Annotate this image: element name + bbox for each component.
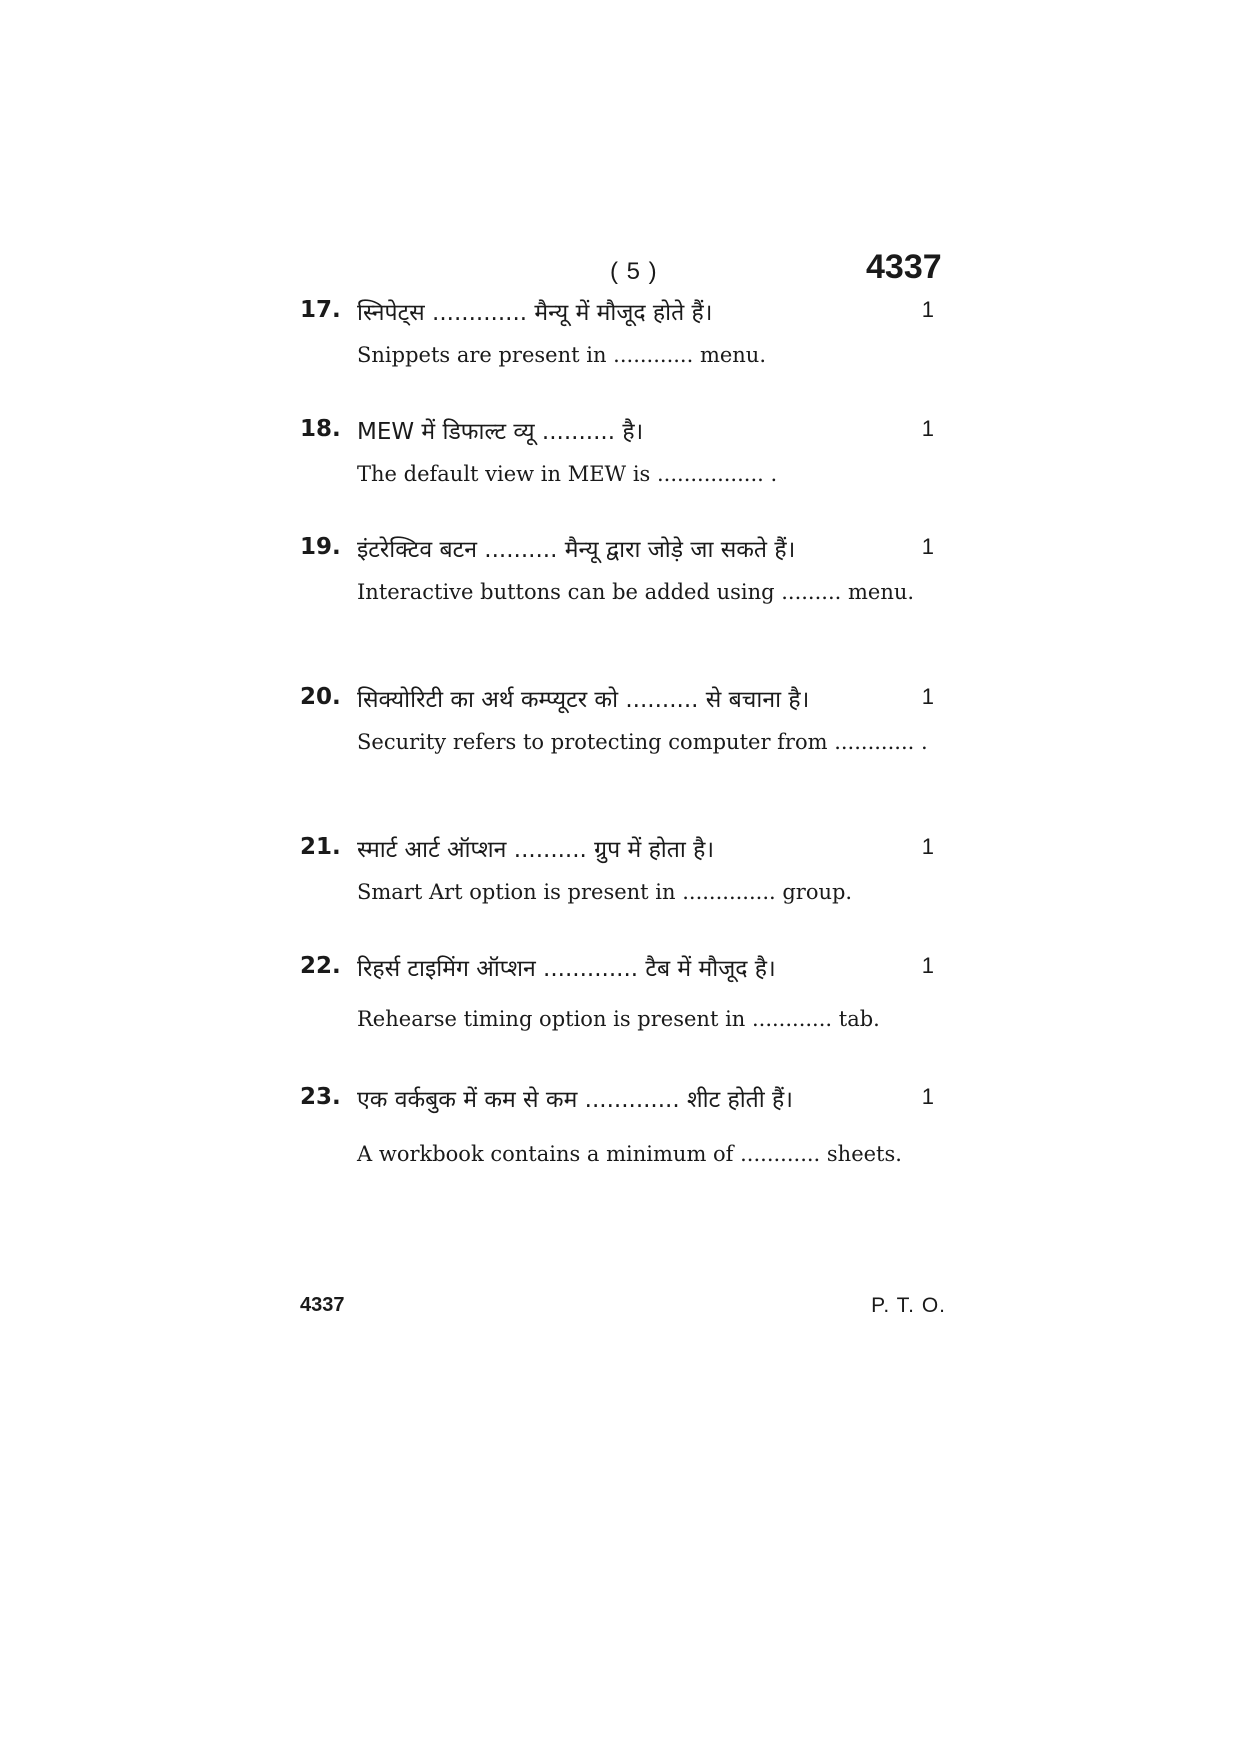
question-number: 17.: [300, 297, 341, 323]
question-hindi-text: स्निपेट्स ............. मैन्यू में मौजूद होते हैं।: [357, 300, 713, 326]
question-english-text: Smart Art option is present in .............. group.: [357, 880, 853, 904]
question-number: 18.: [300, 416, 341, 442]
question-marks: 1: [921, 834, 934, 859]
page-number: ( 5 ): [610, 258, 658, 285]
question-marks: 1: [921, 297, 934, 322]
question-marks: 1: [921, 534, 934, 559]
question-hindi-text: एक वर्कबुक में कम से कम ............. शीट होती हैं।: [357, 1087, 793, 1113]
question-english-text: Rehearse timing option is present in ............ tab.: [357, 1007, 880, 1031]
question-marks: 1: [921, 1084, 934, 1109]
question-number: 19.: [300, 534, 341, 560]
question-english-text: Snippets are present in ............ menu.: [357, 343, 767, 367]
question-english-text: Interactive buttons can be added using ......... menu.: [357, 580, 915, 604]
question-hindi-text: MEW में डिफाल्ट व्यू .......... है।: [357, 419, 644, 445]
question-number: 20.: [300, 684, 341, 710]
question-hindi-text: सिक्योरिटी का अर्थ कम्प्यूटर को .......... से बचाना है।: [357, 687, 810, 713]
question-marks: 1: [921, 953, 934, 978]
footer-paper-code: 4337: [300, 1294, 345, 1316]
question-english-text: A workbook contains a minimum of ............ sheets.: [357, 1142, 902, 1166]
question-english-text: The default view in MEW is ................ .: [357, 462, 778, 486]
question-number: 21.: [300, 834, 341, 860]
paper-code-header: 4337: [866, 248, 942, 286]
question-marks: 1: [921, 416, 934, 441]
question-english-text: Security refers to protecting computer from ............ .: [357, 730, 928, 754]
question-hindi-text: रिहर्स टाइमिंग ऑप्शन ............. टैब में मौजूद है।: [357, 956, 776, 982]
footer-pto: P. T. O.: [871, 1294, 946, 1317]
question-marks: 1: [921, 684, 934, 709]
question-number: 22.: [300, 953, 341, 979]
question-hindi-text: इंटरेक्टिव बटन .......... मैन्यू द्वारा जोड़े जा सकते हैं।: [357, 537, 796, 563]
question-hindi-text: स्मार्ट आर्ट ऑप्शन .......... ग्रुप में होता है।: [357, 837, 715, 863]
question-number: 23.: [300, 1084, 341, 1110]
